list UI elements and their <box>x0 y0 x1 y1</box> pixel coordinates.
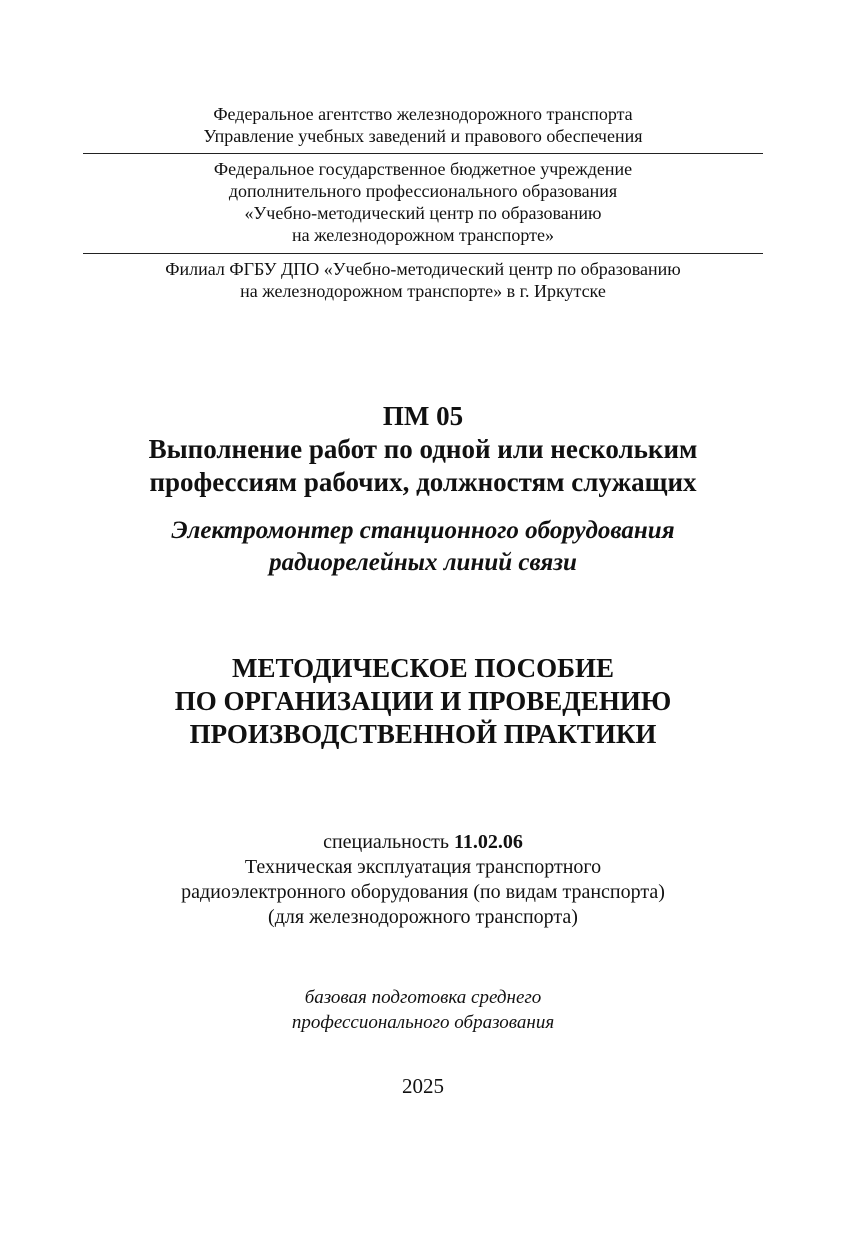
specialty-code: 11.02.06 <box>454 831 523 853</box>
specialty-label: специальность <box>323 831 450 853</box>
branch-header <box>83 258 763 302</box>
agency-line: Федеральное агентство железнодорожного транспорта <box>213 104 633 124</box>
specialty-line: радиоэлектронного оборудования (по видам транспорта) <box>181 881 665 903</box>
education-level-line: профессионального образования <box>291 1012 555 1033</box>
institution-line: Федеральное государственное бюджетное учреждение <box>213 159 633 179</box>
profession-line: радиорелейных линий связи <box>269 549 577 576</box>
divider-line <box>83 153 763 154</box>
education-level-line: базовая подготовка среднего <box>304 987 542 1008</box>
institution-line: на железнодорожном транспорте» <box>291 225 554 245</box>
document-title-line: ПРОИЗВОДСТВЕННОЙ ПРАКТИКИ <box>189 719 657 749</box>
institution-line: «Учебно-методический центр по образованию <box>244 203 602 223</box>
branch-line: Филиал ФГБУ ДПО «Учебно-методический центр по образованию <box>165 259 681 279</box>
publication-year <box>83 1073 763 1099</box>
module-title-line: профессиям рабочих, должностям служащих <box>149 467 697 497</box>
branch-line: на железнодорожном транспорте» в г. Иркутске <box>240 281 606 301</box>
module-title <box>83 400 763 499</box>
profession-title <box>83 515 763 579</box>
specialty-block <box>83 830 763 930</box>
specialty-line: Техническая эксплуатация транспортного <box>244 856 602 878</box>
specialty-heading <box>83 830 763 855</box>
divider-line <box>83 253 763 254</box>
year-text: 2025 <box>402 1074 444 1098</box>
document-title-line: МЕТОДИЧЕСКОЕ ПОСОБИЕ <box>231 653 615 683</box>
document-title-line: ПО ОРГАНИЗАЦИИ И ПРОВЕДЕНИЮ <box>174 686 672 716</box>
agency-header <box>83 103 763 147</box>
profession-line: Электромонтер станционного оборудования <box>171 517 675 544</box>
institution-header <box>83 158 763 246</box>
education-level <box>83 985 763 1035</box>
agency-line: Управление учебных заведений и правового обеспечения <box>203 126 643 146</box>
document-title <box>83 652 763 751</box>
institution-line: дополнительного профессионального образования <box>228 181 618 201</box>
module-code: ПМ 05 <box>382 401 464 431</box>
specialty-line: (для железнодорожного транспорта) <box>268 906 578 928</box>
module-title-line: Выполнение работ по одной или нескольким <box>148 434 698 464</box>
